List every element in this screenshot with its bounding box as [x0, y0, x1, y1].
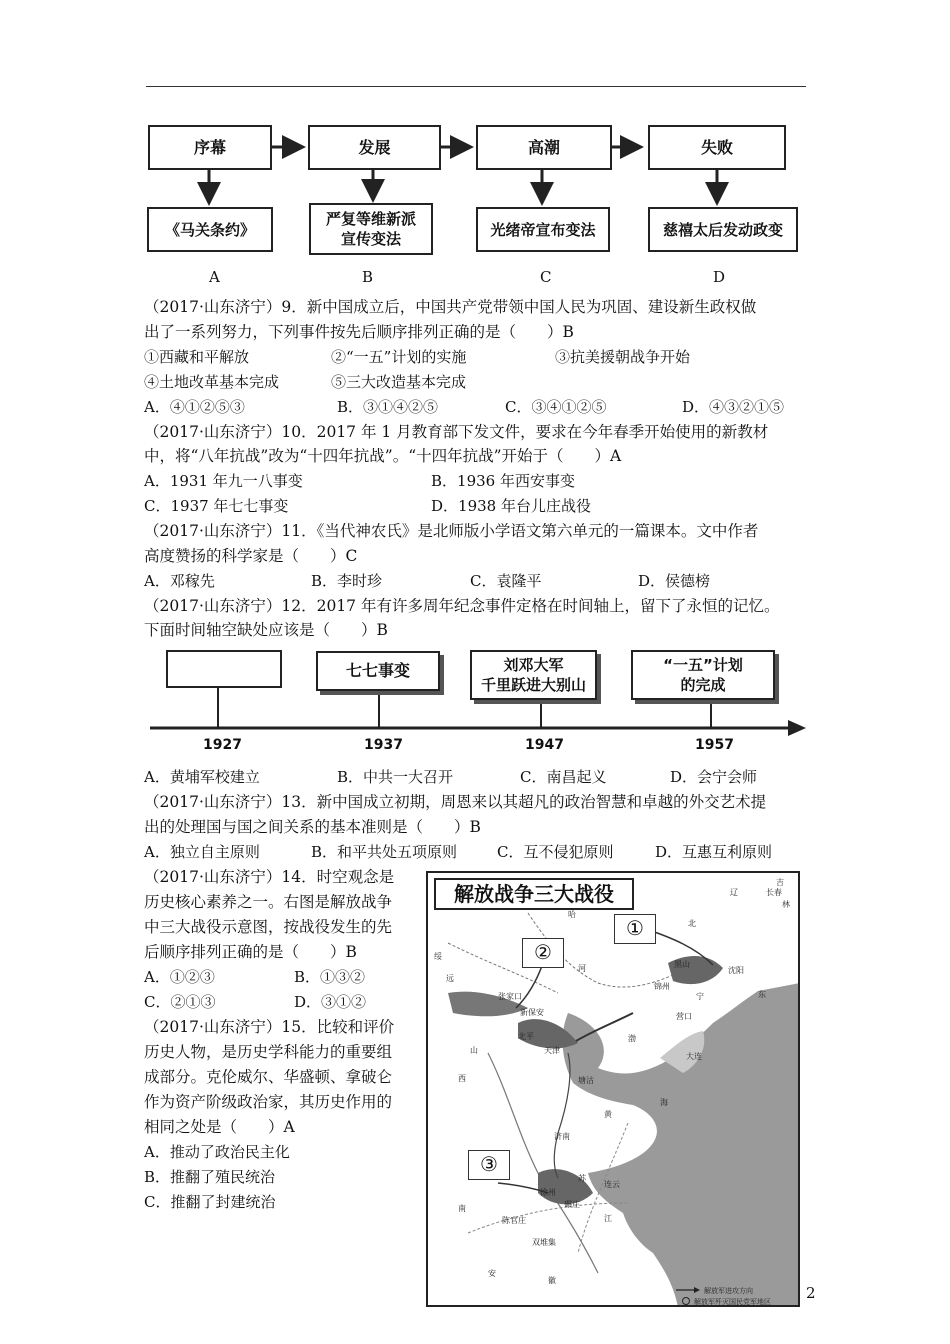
q9-item-5: ⑤三大改造基本完成 [331, 373, 467, 391]
map-place: 黑山 [674, 960, 690, 969]
map-place: 宁 [696, 992, 704, 1001]
q9-option-d: D．④③②①⑤ [682, 398, 785, 416]
timeline-event-1937: 七七事变 [316, 651, 440, 691]
map-place: 塘沽 [578, 1076, 594, 1085]
map-place: 苏 [578, 1174, 586, 1183]
map-place: 远 [446, 974, 454, 983]
map-title: 解放战争三大战役 [434, 878, 634, 910]
map-place: 北 [688, 919, 696, 928]
q9-option-b: B．③①④②⑤ [337, 398, 439, 416]
q9-item-2: ②“一五”计划的实施 [331, 348, 467, 366]
map-place: 天津 [544, 1046, 560, 1055]
map-place: 新保安 [520, 1008, 544, 1017]
q11-stem-1: （2017·山东济宁）11．《当代神农氏》是北师版小学语文第六单元的一篇课本。文中作者 [144, 522, 759, 540]
map-place: 绥 [434, 952, 442, 961]
map-place: 哈 [568, 910, 576, 919]
map-marker-3: ③ [468, 1150, 510, 1180]
q10-option-b: B．1936 年西安事变 [431, 472, 575, 490]
q11-option-d: D．侯德榜 [638, 572, 711, 590]
q11-option-c: C．袁隆平 [470, 572, 542, 590]
timeline-year-1937: 1937 [364, 737, 403, 753]
q15-option-b: B．推翻了殖民统治 [144, 1168, 276, 1186]
map-place: 西 [458, 1074, 466, 1083]
q15-option-c: C．推翻了封建统治 [144, 1193, 276, 1211]
q14-stem-3: 中三大战役示意图，按战役发生的先 [144, 918, 393, 936]
q13-stem-2: 出的处理国与国之间关系的基本准则是（ ）B [144, 818, 481, 836]
flow-stage-1: 序幕 [148, 125, 272, 170]
q15-stem-5: 相同之处是（ ）A [144, 1118, 295, 1136]
map-place: 营口 [676, 1012, 692, 1021]
map-place: 东 [758, 990, 766, 999]
map-legend-annihilation: 解放军歼灭国民党军地区 [694, 1298, 771, 1306]
flow-option-d: D [713, 268, 726, 286]
q11-option-a: A．邓稼先 [144, 572, 215, 590]
map-place: 济南 [554, 1132, 570, 1141]
flow-option-a: A [209, 268, 220, 286]
q13-option-c: C．互不侵犯原则 [497, 843, 614, 861]
q15-stem-4: 作为资产阶级政治家，其历史作用的 [144, 1093, 393, 1111]
q10-stem-2: 中，将“八年抗战”改为“十四年抗战”。“十四年抗战”开始于（ ）A [144, 447, 622, 465]
map-place: 吉 [776, 878, 784, 887]
q13-option-a: A．独立自主原则 [144, 843, 260, 861]
flow-stage-3: 高潮 [476, 125, 612, 170]
map-place: 北平 [518, 1032, 534, 1041]
q12-option-a: A．黄埔军校建立 [144, 768, 260, 786]
flow-event-d: 慈禧太后发动政变 [648, 207, 798, 252]
q12-option-c: C．南昌起义 [520, 768, 607, 786]
timeline-year-1927: 1927 [203, 737, 242, 753]
q14-option-c: C．②①③ [144, 993, 216, 1011]
map-place: 锦州 [654, 982, 670, 991]
map-place: 双堆集 [532, 1238, 556, 1247]
q9-item-3: ③抗美援朝战争开始 [555, 348, 691, 366]
page-number: 2 [806, 1284, 816, 1302]
q9-option-a: A．④①②⑤③ [144, 398, 245, 416]
map-place: 大连 [686, 1052, 702, 1061]
q12-option-b: B．中共一大召开 [337, 768, 454, 786]
map-place: 山 [470, 1046, 478, 1055]
flow-event-a: 《马关条约》 [147, 207, 273, 252]
q11-stem-2: 高度赞扬的科学家是（ ）C [144, 547, 358, 565]
q9-option-c: C．③④①②⑤ [505, 398, 607, 416]
map-place: 沈阳 [728, 966, 744, 975]
q12-stem-2: 下面时间轴空缺处应该是（ ）B [144, 621, 388, 639]
timeline-event-1947: 刘邓大军 千里跃进大别山 [470, 650, 597, 700]
q9-item-1: ①西藏和平解放 [144, 348, 250, 366]
q13-option-b: B．和平共处五项原则 [311, 843, 458, 861]
q14-stem-1: （2017·山东济宁）14．时空观念是 [144, 868, 395, 886]
map-place: 渤 [628, 1034, 636, 1043]
map-place: 陈官庄 [502, 1216, 526, 1225]
q14-option-a: A．①②③ [144, 968, 215, 986]
battle-map [426, 871, 800, 1307]
map-place: 黄 [604, 1110, 612, 1119]
q15-stem-2: 历史人物，是历史学科能力的重要组 [144, 1043, 393, 1061]
flow-option-b: B [362, 268, 374, 286]
q9-stem-1: （2017·山东济宁）9．新中国成立后，中国共产党带领中国人民为巩固、建设新生政权做 [144, 298, 757, 316]
q11-option-b: B．李时珍 [311, 572, 383, 590]
q14-stem-4: 后顺序排列正确的是（ ）B [144, 943, 357, 961]
map-place: 张家口 [498, 992, 522, 1001]
q9-stem-2: 出了一系列努力，下列事件按先后顺序排列正确的是（ ）B [144, 323, 574, 341]
timeline-year-1947: 1947 [525, 737, 564, 753]
q15-option-a: A．推动了政治民主化 [144, 1143, 290, 1161]
flow-event-b: 严复等维新派 宣传变法 [309, 203, 433, 255]
q10-option-a: A．1931 年九一八事变 [144, 472, 303, 490]
timeline-event-blank [166, 650, 282, 688]
map-place: 安 [488, 1269, 496, 1278]
map-place: 徽 [548, 1276, 556, 1285]
map-place: 林 [782, 900, 790, 909]
timeline-event-1957: “一五”计划 的完成 [631, 650, 775, 700]
q12-option-d: D．会宁会师 [670, 768, 758, 786]
map-place: 江 [604, 1214, 612, 1223]
map-marker-2: ② [522, 938, 564, 968]
q9-item-4: ④土地改革基本完成 [144, 373, 280, 391]
map-marker-1: ① [614, 914, 656, 944]
q12-stem-1: （2017·山东济宁）12．2017 年有许多周年纪念事件定格在时间轴上，留下了永恒的记忆。 [144, 597, 780, 615]
map-place: 河 [578, 964, 586, 973]
q14-stem-2: 历史核心素养之一。右图是解放战争 [144, 893, 393, 911]
q10-option-d: D．1938 年台儿庄战役 [431, 497, 591, 515]
flow-option-c: C [540, 268, 552, 286]
map-place: 徐州 [540, 1188, 556, 1197]
map-legend-attack: 解放军进攻方向 [704, 1287, 753, 1295]
q10-stem-1: （2017·山东济宁）10．2017 年 1 月教育部下发文件，要求在今年春季开始使用的新教材 [144, 423, 769, 441]
flow-stage-2: 发展 [308, 125, 441, 170]
q15-stem-3: 成部分。克伦威尔、华盛顿、拿破仑 [144, 1068, 393, 1086]
q14-option-b: B．①③② [294, 968, 366, 986]
q14-option-d: D．③①② [294, 993, 367, 1011]
q15-stem-1: （2017·山东济宁）15．比较和评价 [144, 1018, 395, 1036]
timeline-year-1957: 1957 [695, 737, 734, 753]
flow-event-c: 光绪帝宣布变法 [476, 207, 610, 252]
q13-option-d: D．互惠互利原则 [655, 843, 773, 861]
map-place: 碾庄 [564, 1200, 580, 1209]
map-place: 辽 [730, 888, 738, 897]
q10-option-c: C．1937 年七七事变 [144, 497, 289, 515]
map-place: 连云 [604, 1180, 620, 1189]
map-place: 海 [660, 1098, 668, 1107]
map-place: 南 [458, 1204, 466, 1213]
flow-stage-4: 失败 [648, 125, 786, 170]
map-place: 长春 [766, 888, 782, 897]
q13-stem-1: （2017·山东济宁）13．新中国成立初期，周恩来以其超凡的政治智慧和卓越的外交艺术提 [144, 793, 767, 811]
